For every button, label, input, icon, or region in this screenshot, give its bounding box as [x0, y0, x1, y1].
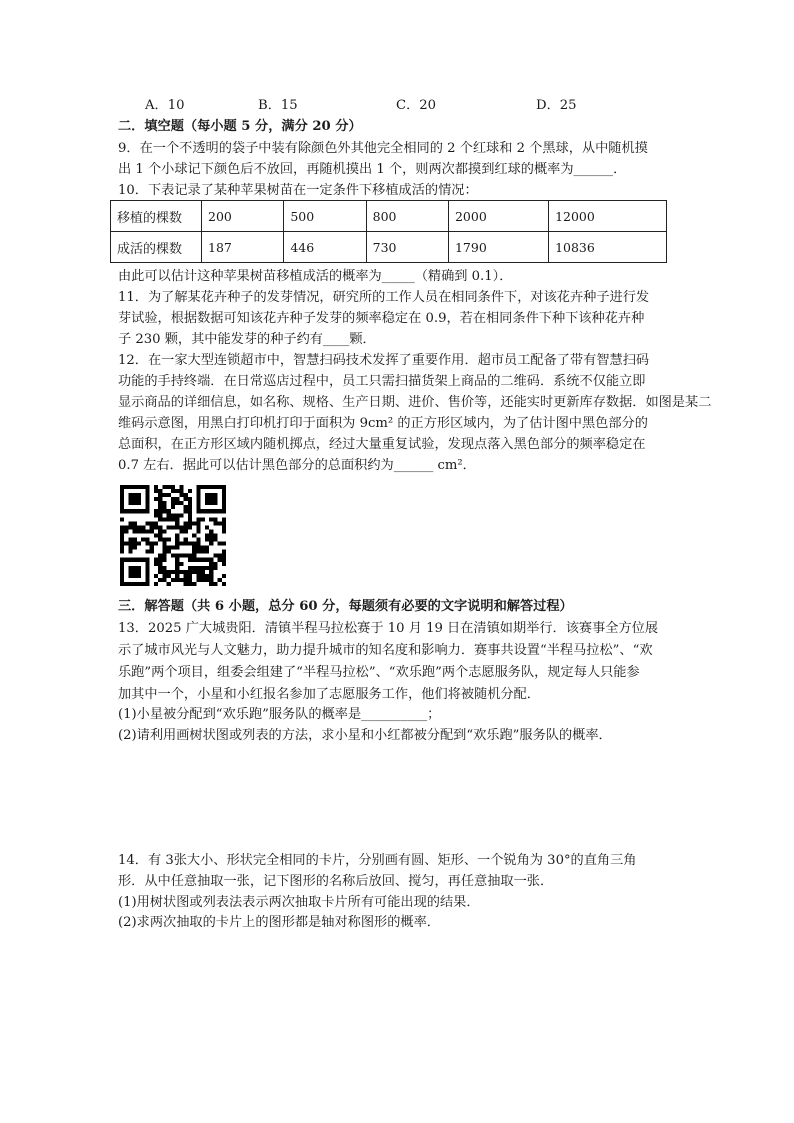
q14-line-1: 14．有 3张大小、形状完全相同的卡片，分别画有圆、矩形、一个锐角为 30°的直角三角: [118, 853, 637, 868]
section-3-title: 三．解答题（共 6 小题，总分 60 分，每题须有必要的文字说明和解答过程）: [118, 599, 573, 614]
option-d: D．25: [536, 98, 577, 113]
q12-line-5: 总面积，在正方形区域内随机掷点，经过大量重复试验，发现点落入黑色部分的频率稳定在: [118, 437, 646, 452]
q12-line-6: 0.7 左右．据此可以估计黑色部分的总面积约为______ cm²．: [118, 458, 476, 473]
section-2-title: 二．填空题（每小题 5 分，满分 20 分）: [118, 119, 362, 134]
table-cell: 12000: [549, 201, 667, 232]
q14-line-2: 形．从中任意抽取一张，记下图形的名称后放回、搅匀，再任意抽取一张．: [118, 874, 554, 889]
q12-line-1: 12．在一家大型连锁超市中，智慧扫码技术发挥了重要作用．超市员工配备了带有智慧扫码: [118, 353, 650, 368]
q13-line-2: 示了城市风光与人文魅力，助力提升城市的知名度和影响力．赛事共设置“半程马拉松”、“欢: [118, 643, 653, 658]
q13-part-2: (2)请利用画树状图或列表的方法，求小星和小红都被分配到“欢乐跑”服务队的概率．: [118, 728, 612, 743]
q12-line-3: 显示商品的详细信息，如名称、规格、生产日期、进价、售价等，还能实时更新库存数据．如图是某二: [118, 395, 712, 410]
qr-code-image: [120, 485, 226, 586]
table-cell: 200: [202, 201, 284, 232]
q13-line-1: 13．2025 广大城贵阳．清镇半程马拉松赛于 10 月 19 日在清镇如期举行．该赛事全方位展: [118, 621, 659, 636]
q9-line-2: 出 1 个小球记下颜色后不放回，再随机摸出 1 个，则两次都摸到红球的概率为______．: [118, 162, 627, 177]
table-cell: 187: [202, 232, 284, 263]
q13-part-1: (1)小星被分配到“欢乐跑”服务队的概率是__________；: [118, 707, 441, 722]
table-row: [111, 232, 667, 263]
q10-table: [110, 200, 667, 263]
q10-tail: 由此可以估计这种苹果树苗移植成活的概率为_____（精确到 0.1）．: [118, 269, 513, 284]
q13-line-3: 乐跑”两个项目，组委会组建了“半程马拉松”、“欢乐跑”两个志愿服务队，规定每人只能参: [118, 665, 640, 680]
table-cell: 800: [366, 201, 448, 232]
q14-part-1: (1)用树状图或列表法表示两次抽取卡片所有可能出现的结果．: [118, 895, 480, 910]
q11-line-1: 11．为了解某花卉种子的发芽情况，研究所的工作人员在相同条件下，对该花卉种子进行发: [118, 290, 650, 305]
q11-line-3: 子 230 颗，其中能发芽的种子约有____颗．: [118, 332, 376, 347]
q12-line-2: 功能的手持终端．在日常巡店过程中，员工只需扫描货架上商品的二维码．系统不仅能立即: [118, 374, 646, 389]
table-row-header: 成活的棵数: [111, 232, 202, 263]
option-c: C．20: [396, 98, 437, 113]
q12-line-4: 维码示意图，用黑白打印机打印于面积为 9cm² 的正方形区域内，为了估计图中黑色部分的: [118, 416, 648, 431]
table-cell: 1790: [448, 232, 548, 263]
q11-line-2: 芽试验，根据数据可知该花卉种子发芽的频率稳定在 0.9，若在相同条件下种下该种花卉种: [118, 311, 645, 326]
table-cell: 2000: [448, 201, 548, 232]
table-cell: 10836: [549, 232, 667, 263]
option-b: B．15: [258, 98, 298, 113]
table-cell: 446: [284, 232, 366, 263]
q14-part-2: (2)求两次抽取的卡片上的图形都是轴对称图形的概率．: [118, 915, 440, 930]
table-cell: 500: [284, 201, 366, 232]
option-a: A．10: [145, 98, 185, 113]
table-cell: 730: [366, 232, 448, 263]
table-row: [111, 201, 667, 232]
q10-intro: 10．下表记录了某种苹果树苗在一定条件下移植成活的情况：: [118, 183, 478, 198]
q13-line-4: 加其中一个，小星和小红报名参加了志愿服务工作，他们将被随机分配．: [118, 687, 540, 702]
q9-line-1: 9．在一个不透明的袋子中装有除颜色外其他完全相同的 2 个红球和 2 个黑球，从中随机摸: [118, 141, 648, 156]
table-row-header: 移植的棵数: [111, 201, 202, 232]
